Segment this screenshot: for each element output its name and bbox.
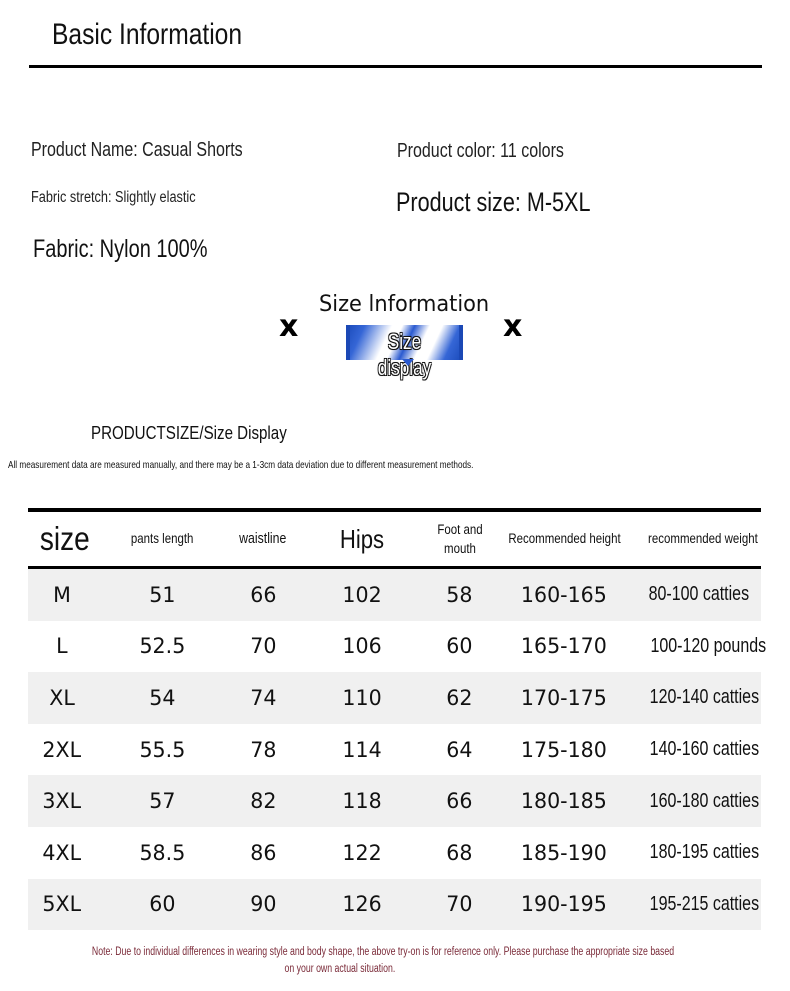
cell-hips: 102 bbox=[342, 582, 382, 607]
product-size-range: Product size: M-5XL bbox=[396, 187, 591, 217]
column-header-waistline: waistline bbox=[239, 530, 287, 547]
cell-size: 3XL bbox=[42, 789, 82, 814]
cell-pants-length: 57 bbox=[149, 789, 176, 814]
x-mark-icon: x bbox=[503, 309, 523, 344]
size-information-heading: Size lnformation bbox=[319, 292, 490, 317]
cell-size: XL bbox=[49, 685, 75, 710]
product-name: Product Name: Casual Shorts bbox=[31, 139, 243, 161]
table-row bbox=[28, 569, 761, 621]
column-header-pants-length: pants length bbox=[131, 530, 194, 546]
table-row bbox=[28, 879, 761, 931]
cell-foot-mouth: 60 bbox=[446, 634, 473, 659]
cell-size: 5XL bbox=[42, 892, 82, 917]
cell-hips: 114 bbox=[342, 737, 382, 762]
cell-hips: 110 bbox=[342, 685, 382, 710]
cell-size: M bbox=[53, 582, 71, 607]
cell-height: 170-175 bbox=[521, 685, 607, 710]
title-divider bbox=[29, 65, 762, 68]
column-header-recommended-height: Recommended height bbox=[507, 530, 621, 546]
cell-weight: 180-195 catties bbox=[649, 841, 760, 864]
cell-height: 165-170 bbox=[521, 634, 607, 659]
cell-pants-length: 60 bbox=[149, 892, 176, 917]
measurement-note: All measurement data are measured manually, and there may be a 1-3cm data deviation due to different measurement methods. bbox=[8, 459, 474, 471]
table-row bbox=[28, 724, 761, 776]
cell-size: 4XL bbox=[42, 840, 82, 865]
cell-weight: 140-160 catties bbox=[649, 738, 760, 761]
cell-waistline: 86 bbox=[249, 840, 277, 865]
cell-pants-length: 54 bbox=[149, 685, 176, 710]
table-header-row bbox=[28, 512, 761, 566]
cell-foot-mouth: 70 bbox=[446, 892, 473, 917]
table-row bbox=[28, 775, 761, 827]
size-display-badge bbox=[346, 325, 463, 380]
cell-waistline: 90 bbox=[249, 892, 277, 917]
fabric-composition: Fabric: Nylon 100% bbox=[33, 235, 208, 263]
cell-foot-mouth: 64 bbox=[446, 737, 473, 762]
cell-height: 180-185 bbox=[521, 789, 607, 814]
cell-weight: 80-100 catties bbox=[648, 583, 750, 606]
cell-waistline: 74 bbox=[249, 685, 277, 710]
column-header-foot-mouth: Foot and mouth bbox=[436, 522, 483, 556]
cell-foot-mouth: 62 bbox=[446, 685, 473, 710]
product-color: Product color: 11 colors bbox=[397, 140, 564, 162]
cell-foot-mouth: 68 bbox=[446, 840, 473, 865]
cell-pants-length: 51 bbox=[149, 582, 176, 607]
disclaimer-line-2: on your own actual situation. bbox=[284, 963, 396, 975]
size-table bbox=[28, 508, 767, 930]
cell-foot-mouth: 66 bbox=[446, 789, 473, 814]
cell-waistline: 82 bbox=[249, 789, 277, 814]
disclaimer-line-1: Note: Due to individual differences in wearing style and body shape, the above try-on is for reference only. Please purchase the appropriate size based bbox=[91, 946, 675, 958]
cell-foot-mouth: 58 bbox=[446, 582, 473, 607]
cell-hips: 118 bbox=[342, 789, 382, 814]
sizing-disclaimer bbox=[0, 944, 680, 978]
table-row bbox=[28, 672, 761, 724]
cell-waistline: 70 bbox=[249, 634, 277, 659]
cell-weight: 160-180 catties bbox=[649, 789, 760, 812]
cell-size: 2XL bbox=[42, 737, 82, 762]
cell-hips: 122 bbox=[342, 840, 382, 865]
column-header-hips: Hips bbox=[339, 523, 385, 554]
cell-weight: 195-215 catties bbox=[649, 892, 760, 915]
column-header-size: size bbox=[39, 520, 90, 557]
table-row bbox=[28, 621, 767, 673]
cell-waistline: 66 bbox=[249, 582, 277, 607]
cell-size: L bbox=[56, 634, 68, 659]
fabric-stretch: Fabric stretch: Slightly elastic bbox=[31, 189, 196, 206]
page-title: Basic Information bbox=[52, 18, 243, 51]
cell-pants-length: 58.5 bbox=[139, 840, 186, 865]
table-row bbox=[28, 827, 761, 879]
size-display-badge-label: Size display bbox=[377, 329, 432, 380]
cell-hips: 106 bbox=[342, 634, 382, 659]
cell-hips: 126 bbox=[342, 892, 382, 917]
x-mark-icon: x bbox=[279, 309, 299, 344]
cell-height: 190-195 bbox=[521, 892, 607, 917]
cell-weight: 100-120 pounds bbox=[650, 634, 767, 657]
cell-waistline: 78 bbox=[249, 737, 277, 762]
badge-pointer-icon bbox=[402, 359, 414, 366]
column-header-recommended-weight: recommended weight bbox=[648, 530, 758, 546]
cell-pants-length: 52.5 bbox=[139, 634, 186, 659]
product-size-heading: PRODUCTSIZE/Size Display bbox=[91, 423, 287, 443]
cell-height: 175-180 bbox=[521, 737, 607, 762]
cell-pants-length: 55.5 bbox=[139, 737, 186, 762]
cell-weight: 120-140 catties bbox=[649, 686, 760, 709]
cell-height: 185-190 bbox=[521, 840, 607, 865]
cell-height: 160-165 bbox=[521, 582, 607, 607]
